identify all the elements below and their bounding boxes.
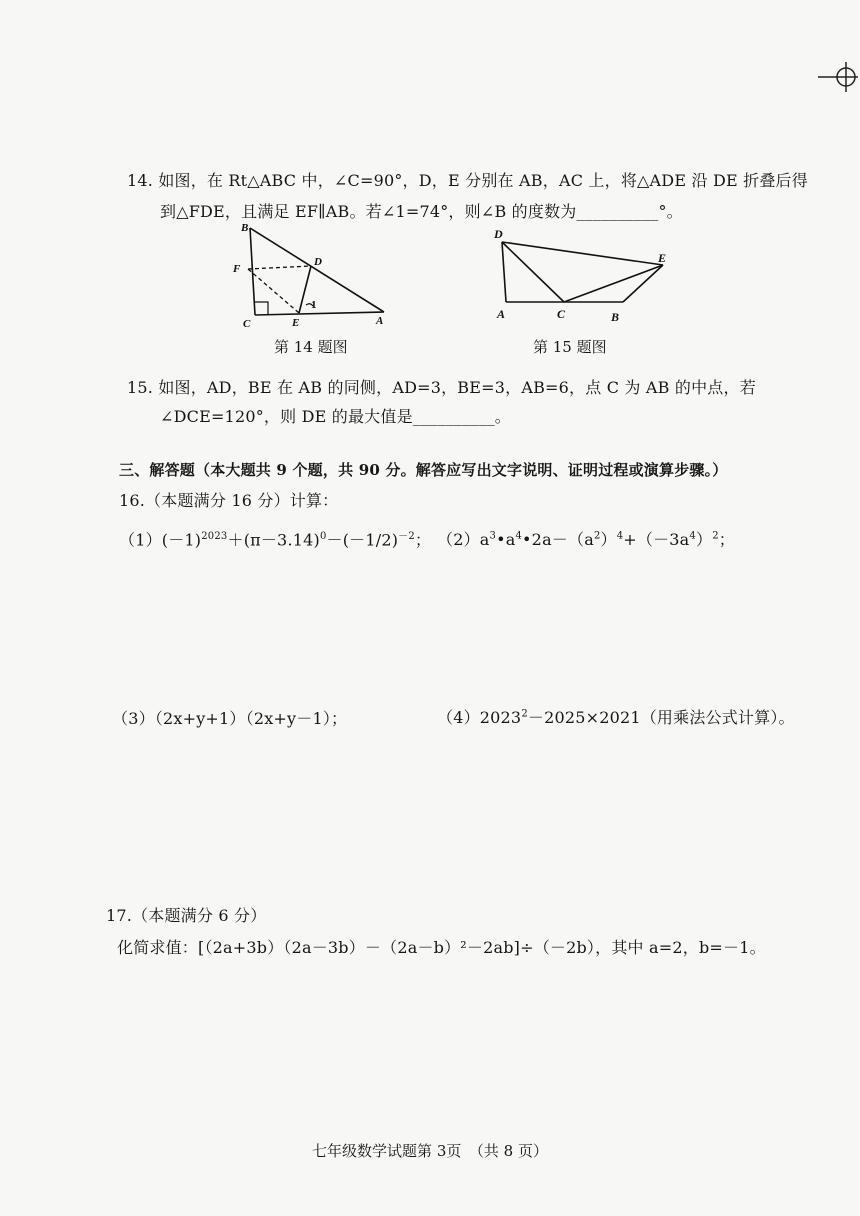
q16-part3: （3）（2x+y+1）（2x+y－1）； [112,709,348,728]
q15-line2: ∠DCE=120°，则 DE 的最大值是__________。 [160,407,511,426]
fig14-label-angle1: 1 [311,299,317,311]
fig14-label-e: E [292,317,300,329]
figure-14 [222,220,402,335]
q17-body: 化简求值：[（2a+3b）（2a－3b）－（2a－b）²－2ab]÷（－2b），其中 a=2，b=－1。 [117,938,766,957]
fig14-side-ab [250,228,384,312]
q14-line1: 14. 如图，在 Rt△ABC 中，∠C=90°，D，E 分别在 AB，AC 上，将△ADE 沿 DE 折叠后得 [127,171,808,190]
q17-title: 17.（本题满分 6 分） [106,906,267,925]
fig15-segment-dc [502,242,564,302]
registration-mark-icon [818,60,858,94]
fig15-segment-be [623,265,663,302]
fig14-label-f: F [233,263,241,275]
fig14-dashed-fe [248,269,299,313]
fig14-line-de [299,266,311,313]
fig15-segment-ce [564,265,663,302]
fig14-label-a: A [376,315,384,327]
figure-15-caption: 第 15 题图 [533,338,607,356]
q14-line2: 到△FDE，且满足 EF∥AB。若∠1=74°，则∠B 的度数为__________°。 [160,202,683,221]
fig15-label-c: C [557,307,566,321]
fig15-segment-ad [502,242,506,302]
q16-part2: $(2)a^3•a^4•2a-(a^2)^4+(-3a^4)^2$； [437,530,735,549]
fig14-label-c: C [243,318,251,330]
fig14-dashed-fd [248,266,311,269]
fig15-label-d: D [494,227,503,241]
fig14-label-b: B [241,222,249,234]
q16-part1: $(1)(-1)^{2023}+(\pi-3.14)^0-(-1/2)^{-2}$； [119,530,432,550]
fig15-label-a: A [497,307,506,321]
fig14-right-angle [255,302,268,315]
fig15-segment-de [502,242,663,265]
q16-title: 16.（本题满分 16 分）计算： [119,491,339,510]
figure-14-caption: 第 14 题图 [274,338,348,356]
fig15-label-b: B [611,310,620,324]
fig15-label-e: E [658,251,667,265]
fig14-side-ca [255,312,384,315]
page-footer: 七年级数学试题第 3页 （共 8 页） [312,1142,548,1160]
section3-heading: 三、解答题（本大题共 9 个题，共 90 分。解答应写出文字说明、证明过程或演算步骤。） [119,461,728,479]
fig14-label-d: D [314,256,322,268]
figure-15 [488,222,678,330]
q16-part4: $(4)2023^2-2025\times 2021$（用乘法公式计算）。 [437,708,795,727]
q15-line1: 15. 如图，AD，BE 在 AB 的同侧，AD=3，BE=3，AB=6，点 C 为 AB 的中点，若 [127,378,756,397]
